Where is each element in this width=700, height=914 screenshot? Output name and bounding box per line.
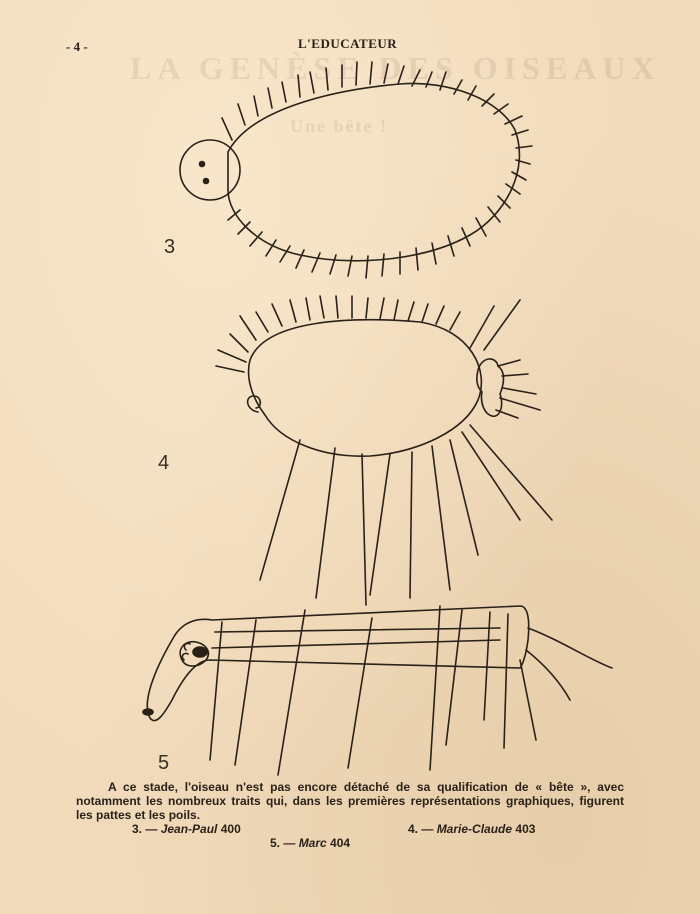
caption: A ce stade, l'oiseau n'est pas encore détaché de sa qualification de « bête », avec notamment les nombreux traits qui, dans les premières représentations graphiques, figurent les pattes et les poils. bbox=[76, 780, 624, 822]
credit-name: Jean-Paul bbox=[160, 822, 218, 836]
credit-4 bbox=[408, 822, 535, 836]
figure-number-4: 4 bbox=[158, 452, 170, 474]
figure-number-5: 5 bbox=[158, 752, 170, 774]
show-through-title: LA GENÈSE DES OISEAUX bbox=[130, 50, 661, 86]
credit-name: Marc bbox=[298, 836, 327, 850]
credit-code: 403 bbox=[515, 822, 536, 836]
credit-code: 400 bbox=[220, 822, 241, 836]
credit-number: 3. — bbox=[132, 822, 158, 836]
journal-title: L'EDUCATEUR bbox=[298, 36, 398, 51]
drawing-3-creature bbox=[180, 62, 532, 278]
credit-5 bbox=[270, 836, 350, 850]
credit-number: 4. — bbox=[408, 822, 434, 836]
credit-code: 404 bbox=[330, 836, 351, 850]
drawing-5-creature bbox=[143, 606, 612, 775]
drawing-4-creature bbox=[216, 296, 552, 605]
credit-3 bbox=[132, 822, 241, 836]
credit-name: Marie-Claude bbox=[436, 822, 513, 836]
page-number: - 4 - bbox=[66, 39, 88, 54]
show-through-subtitle: Une bête ! bbox=[290, 116, 388, 136]
figure-number-3: 3 bbox=[164, 236, 176, 258]
credit-number: 5. — bbox=[270, 836, 296, 850]
